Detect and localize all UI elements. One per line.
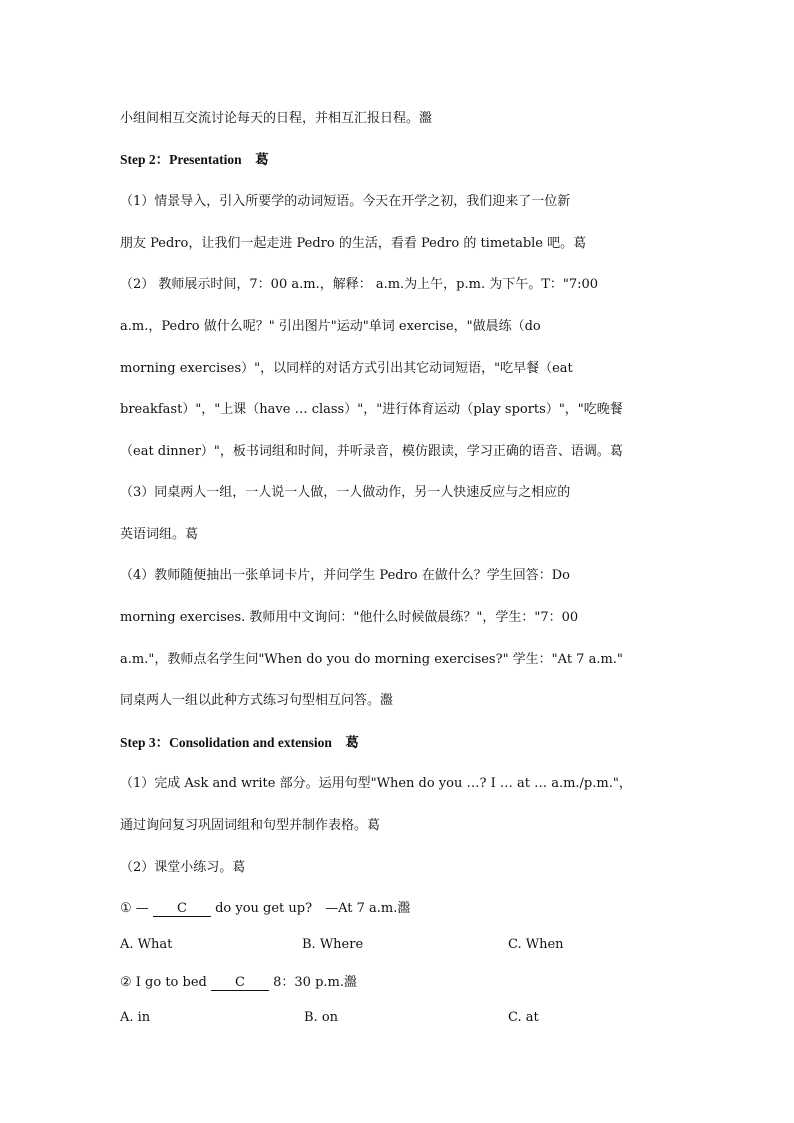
paragraph-line: a.m."，教师点名学生问"When do you do morning exercises?" 学生："At 7 a.m.": [120, 652, 623, 667]
exercise-question-1: [120, 900, 410, 918]
paragraph-line: （2） 教师展示时间，7：00 a.m.，解释： a.m.为上午，p.m. 为下午。T："7:00: [120, 277, 599, 292]
paragraph-line: 英语词组。葛: [120, 527, 199, 542]
answer-blank: C: [153, 901, 211, 917]
question-suffix: 8：30 p.m.瀊: [273, 975, 357, 990]
step3-heading: Step 3：Consolidation and extension 葛: [120, 735, 359, 750]
paragraph-line: （1）完成 Ask and write 部分。运用句型"When do you …? I … at … a.m./p.m."，: [120, 776, 632, 791]
question-suffix: do you get up? —At 7 a.m.瀊: [215, 901, 411, 916]
intro-line: 小组间相互交流讨论每天的日程，并相互汇报日程。瀊: [120, 111, 433, 126]
paragraph-line: 朋友 Pedro，让我们一起走进 Pedro 的生活，看看 Pedro 的 timetable 吧。葛: [120, 236, 587, 251]
question-prefix: ① —: [120, 901, 149, 916]
question-prefix: ② I go to bed: [120, 975, 207, 990]
paragraph-line: 同桌两人一组以此种方式练习句型相互问答。瀊: [120, 693, 394, 708]
option-c: C. When: [508, 937, 564, 952]
exercise-question-2: [120, 974, 357, 992]
paragraph-line: 通过询问复习巩固词组和句型并制作表格。葛: [120, 818, 381, 833]
paragraph-line: （2）课堂小练习。葛: [120, 860, 246, 875]
option-b: B. on: [304, 1010, 339, 1025]
paragraph-line: （3）同桌两人一组，一人说一人做，一人做动作，另一人快速反应与之相应的: [120, 485, 571, 500]
paragraph-line: （4）教师随便抽出一张单词卡片，并问学生 Pedro 在做什么？学生回答：Do: [120, 568, 571, 583]
paragraph-line: morning exercises）"，以同样的对话方式引出其它动词短语，"吃早餐（eat: [120, 361, 573, 376]
paragraph-line: （eat dinner）"，板书词组和时间，并听录音，模仿跟读，学习正确的语音、语调。葛: [120, 444, 623, 459]
option-c: C. at: [508, 1010, 539, 1025]
option-b: B. Where: [302, 937, 364, 952]
answer-blank: C: [211, 975, 269, 991]
paragraph-line: morning exercises. 教师用中文询问："他什么时候做晨练？"，学生："7：00: [120, 610, 579, 625]
step2-heading: Step 2：Presentation 葛: [120, 152, 269, 167]
option-a: A. What: [120, 937, 173, 952]
paragraph-line: （1）情景导入，引入所要学的动词短语。今天在开学之初，我们迎来了一位新: [120, 194, 571, 209]
paragraph-line: a.m.，Pedro 做什么呢？" 引出图片"运动"单词 exercise，"做晨练（do: [120, 319, 541, 334]
paragraph-line: breakfast）"，"上课（have … class）"，"进行体育运动（play sports）"，"吃晚餐: [120, 402, 623, 417]
option-a: A. in: [120, 1010, 151, 1025]
